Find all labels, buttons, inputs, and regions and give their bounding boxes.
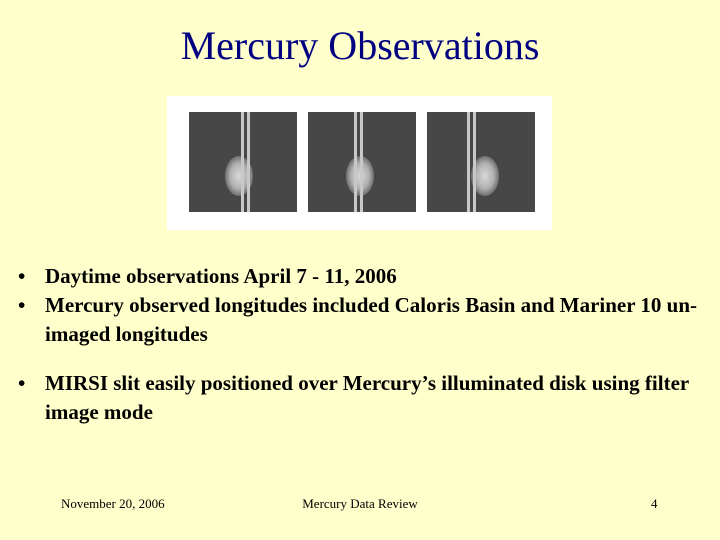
slit-line-left: [467, 112, 470, 212]
bullet-item: [18, 262, 698, 291]
slit-line-right: [360, 112, 363, 212]
bullet-text: MIRSI slit easily positioned over Mercury’s illuminated disk using filter image mode: [45, 371, 689, 424]
footer-page-number: 4: [651, 496, 658, 511]
mercury-filter-image-1: [189, 112, 297, 212]
bullet-text: Mercury observed longitudes included Caloris Basin and Mariner 10 un-imaged longitudes: [45, 293, 698, 346]
mercury-image-strip: [167, 96, 552, 230]
mercury-filter-image-2: [308, 112, 416, 212]
bullet-text: Daytime observations April 7 - 11, 2006: [45, 264, 397, 288]
slide-title: Mercury Observations: [180, 23, 540, 68]
slit-line-left: [354, 112, 357, 212]
bullet-icon: •: [18, 371, 26, 395]
mercury-filter-image-3: [427, 112, 535, 212]
bullet-icon: •: [18, 293, 26, 317]
slit-line-right: [473, 112, 476, 212]
footer-date: November 20, 2006: [61, 496, 165, 511]
slit-line-left: [241, 112, 244, 212]
bullet-item: [18, 369, 698, 427]
footer-title: Mercury Data Review: [302, 496, 418, 511]
bullet-item: [18, 291, 698, 349]
bullet-list: [18, 262, 698, 427]
slit-line-right: [247, 112, 250, 212]
bullet-icon: •: [18, 264, 26, 288]
